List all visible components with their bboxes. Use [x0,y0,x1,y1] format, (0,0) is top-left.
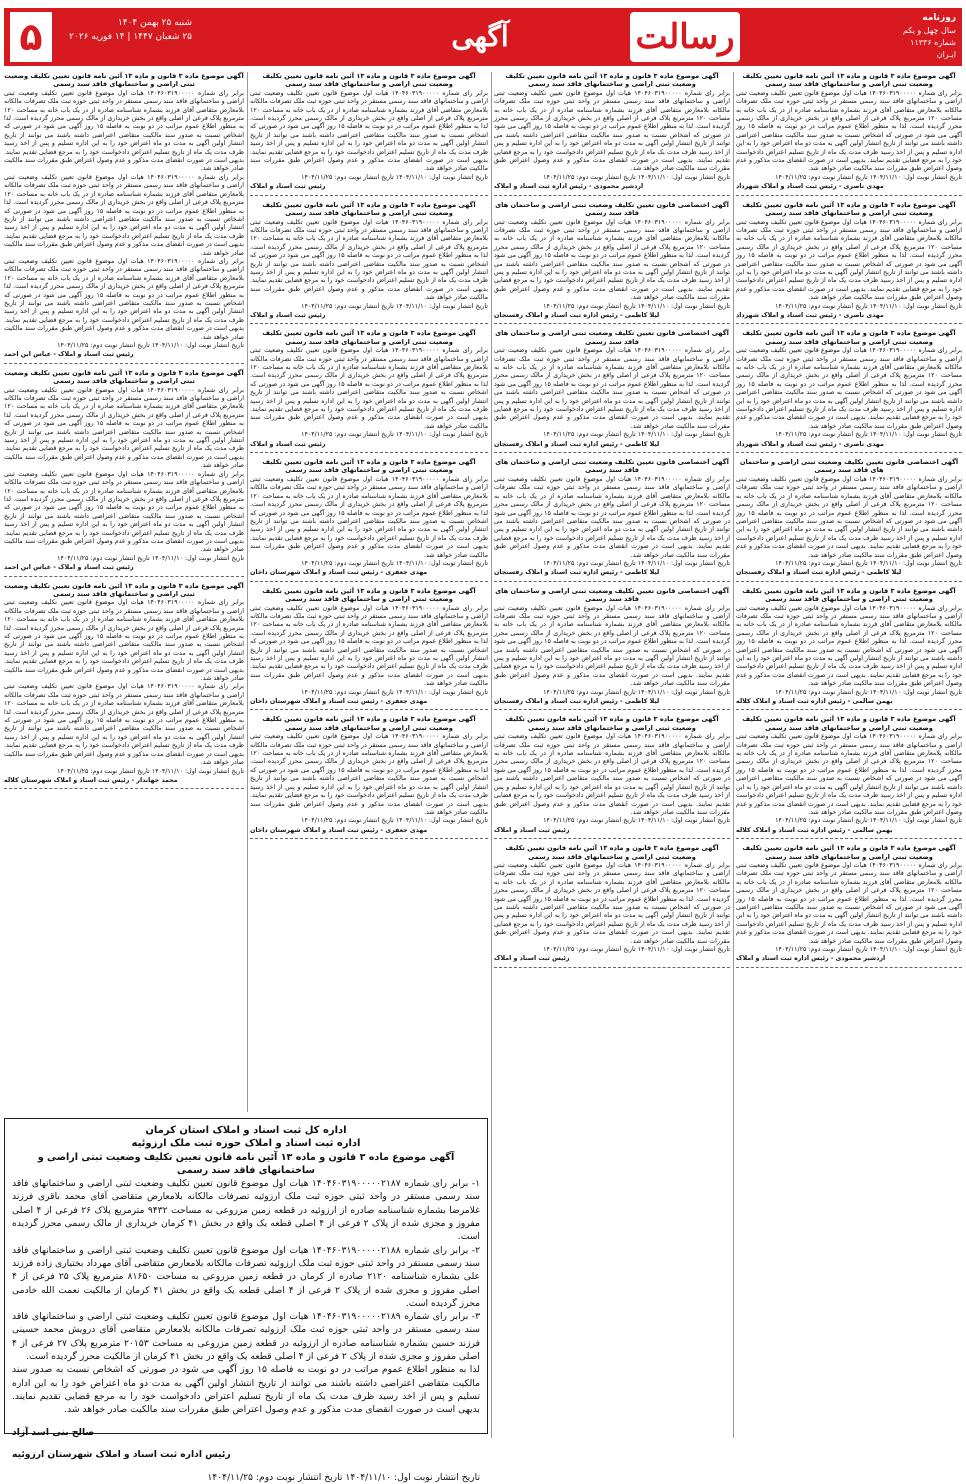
notice-title: آگهی موضوع ماده ۳ قانون و ماده ۱۳ آئین نامه قانون تعیین تکلیف وضعیت ثبتی اراضی و ساختمانهای فاقد سند رسمی [262,329,476,346]
notice-signature: لیلا کاظمی - رئیس اداره ثبت اسناد و املاک رفسنجان [494,311,660,319]
notice-signature: بهمن سالمی - رئیس اداره ثبت اسناد و املاک کلاله [736,698,893,706]
notice-title: آگهی موضوع ماده ۳ قانون و ماده ۱۳ آئین نامه قانون تعیین تکلیف وضعیت ثبتی اراضی و ساختمانهای فاقد سند رسمی [262,715,476,732]
notice-title: آگهی موضوع ماده ۳ قانون و ماده ۱۳ آئین نامه قانون تعیین تکلیف وضعیت ثبتی اراضی و ساختمانهای فاقد سند رسمی [262,72,476,89]
notice-dates: تاریخ انتشار نوبت اول: ۱۴۰۴/۱۱/۱۰ تاریخ انتشار نوبت دوم: ۱۴۰۴/۱۱/۲۵ [775,431,962,439]
column-4 [4,72,244,1112]
legal-notice [494,201,730,325]
notice-title: آگهی موضوع ماده ۳ قانون و ماده ۱۳ آئین نامه قانون تعیین تکلیف وضعیت ثبتی اراضی و ساختمانهای فاقد سند رسمی [742,844,956,861]
notice-body: برابر رای شماره ۱۴۰۴۶۰۳۱۹۰۰۰۰۰ هیات اول موضوع قانون تعیین تکلیف وضعیت ثبتی اراضی و ساختمانهای فاقد سند رسمی مستقر در واحد ثبتی حوزه ثبت ملک تصرفات مالکانه بلامعارض متقاضی آقای فرزند بشماره شناسنامه صادره از در یک باب خانه به مساحت ۱۲۰ مترمربع پلاک فرعی از اصلی واقع در بخش خریداری از مالک رسمی محرز گردیده است. لذا به منظور اطلاع عموم مراتب در دو نوبت به فاصله ۱۵ روز آگهی می شود در صورتی که اشخاص نسبت به صدور سند مالکیت متقاضی اعتراضی داشته باشند می توانند از تاریخ انتشار اولین آگهی به مدت دو ماه اعتراض خود را به این اداره تسلیم و پس از اخذ رسید ظرف مدت یک ماه از تاریخ تسلیم اعتراض دادخواست خود را به مرجع قضایی تقدیم نمایند. بدیهی است در صورت انقضای مدت مذکور و عدم وصول اعتراض طبق مقررات سند مالکیت صادر خواهد شد. [250,218,488,302]
column-1 [736,72,962,1438]
notice-dates: تاریخ انتشار نوبت اول: ۱۴۰۴/۱۱/۱۰ تاریخ انتشار نوبت دوم: ۱۴۰۴/۱۱/۲۵ [775,173,962,181]
notice-dates: تاریخ انتشار نوبت اول: ۱۴۰۴/۱۱/۱۰ تاریخ انتشار نوبت دوم: ۱۴۰۴/۱۱/۲۵ [301,431,488,439]
notice-signature: اردشیر محمودی - رئیس اداره ثبت اسناد و املاک [736,955,886,963]
legal-notice [250,458,488,582]
box-item-3: ۳- برابر رای شماره ۱۴۰۴۶۰۳۱۹۰۰۰۰۰۲۱۸۹ هیات اول موضوع قانون تعیین تکلیف وضعیت ثبتی اراضی و ساختمانهای فاقد سند رسمی مستقر در واحد ثبتی حوزه ثبت ملک ارزوئیه تصرفات مالکانه بلامعارض متقاضی آقای درویش محمد حسینی فرزند حسین بشماره شناسنامه صادره از ارزوئیه در قطعه زمین مزروعی به مساحت ۲۰۱۵۳ مترمربع پلاک ۲۷ فرعی از ۴ اصلی مفروز و مجزی شده از پلاک ۲ فرعی از ۴ اصلی قطعه یک واقع در بخش ۴۱ کرمان از مالکیت محرز گردیده است. [12,1311,480,1363]
date-persian: شنبه ۲۵ بهمن ۱۴۰۴ [117,18,192,28]
legal-notice [494,715,730,839]
legal-notice [250,72,488,196]
notice-title: آگهی اختصاصی قانون تعیین تکلیف وضعیت ثبتی اراضی و ساختمان های فاقد سند رسمی [495,458,729,475]
notice-signature: مهدی جعفری - رئیس ثبت اسناد و املاک شهرستان داخان [250,826,428,834]
masthead-info [766,12,956,62]
notice-title: آگهی موضوع ماده ۳ قانون و ماده ۱۳ آئین نامه قانون تعیین تکلیف وضعیت ثبتی اراضی و ساختمانهای فاقد سند رسمی [742,329,956,346]
notice-body: برابر رای شماره ۱۴۰۴۶۰۳۱۹۰۰۰۰۰ هیات اول موضوع قانون تعیین تکلیف وضعیت ثبتی اراضی و ساختمانهای فاقد سند رسمی مستقر در واحد ثبتی حوزه ثبت ملک تصرفات مالکانه بلامعارض متقاضی آقای فرزند بشماره شناسنامه صادره از در یک باب خانه به مساحت ۱۲۰ مترمربع پلاک فرعی از اصلی واقع در بخش خریداری از مالک رسمی محرز گردیده است. لذا به منظور اطلاع عموم مراتب در دو نوبت به فاصله ۱۵ روز آگهی می شود در صورتی که اشخاص نسبت به صدور سند مالکیت متقاضی اعتراضی داشته باشند می توانند از تاریخ انتشار اولین آگهی به مدت دو ماه اعتراض خود را به این اداره تسلیم و پس از اخذ رسید ظرف مدت یک ماه از تاریخ تسلیم اعتراض دادخواست خود را به مرجع قضایی تقدیم نمایند. بدیهی است در صورت انقضای مدت مذکور و عدم وصول اعتراض طبق مقررات سند مالکیت صادر خواهد شد. [736,347,962,430]
notice-title: آگهی موضوع ماده ۳ قانون و ماده ۱۳ آئین نامه قانون تعیین تکلیف وضعیت ثبتی اراضی و ساختمانهای فاقد سند رسمی [262,458,476,475]
notice-title: آگهی موضوع ماده ۳ قانون و ماده ۱۳ آئین نامه قانون تعیین تکلیف وضعیت ثبتی اراضی و ساختمانهای فاقد سند رسمی [505,715,719,732]
notice-dates: تاریخ انتشار نوبت اول: ۱۴۰۴/۱۱/۱۰ تاریخ انتشار نوبت دوم: ۱۴۰۴/۱۱/۲۵ [775,688,962,696]
notice-dates: تاریخ انتشار نوبت اول: ۱۴۰۴/۱۱/۱۰ تاریخ انتشار نوبت دوم: ۱۴۰۴/۱۱/۲۵ [543,431,730,439]
notice-dates: تاریخ انتشار نوبت اول: ۱۴۰۴/۱۱/۱۰ تاریخ انتشار نوبت دوم: ۱۴۰۴/۱۱/۲۵ [543,559,730,567]
notice-dates: تاریخ انتشار نوبت اول: ۱۴۰۴/۱۱/۱۰ تاریخ انتشار نوبت دوم: ۱۴۰۴/۱۱/۲۵ [301,559,488,567]
legal-notice [736,587,962,711]
notice-body: برابر رای شماره ۱۴۰۴۶۰۳۱۹۰۰۰۰۰ هیات اول موضوع قانون تعیین تکلیف وضعیت ثبتی اراضی و ساختمانهای فاقد سند رسمی مستقر در واحد ثبتی حوزه ثبت ملک تصرفات مالکانه بلامعارض متقاضی آقای فرزند بشماره شناسنامه صادره از در یک باب خانه به مساحت ۱۲۰ مترمربع پلاک فرعی از اصلی واقع در بخش خریداری از مالک رسمی محرز گردیده است. لذا به منظور اطلاع عموم مراتب در دو نوبت به فاصله ۱۵ روز آگهی می شود در صورتی که اشخاص نسبت به صدور سند مالکیت متقاضی اعتراضی داشته باشند می توانند از تاریخ انتشار اولین آگهی به مدت دو ماه اعتراض خود را به این اداره تسلیم و پس از اخذ رسید ظرف مدت یک ماه از تاریخ تسلیم اعتراض دادخواست خود را به مرجع قضایی تقدیم نمایند. بدیهی است در صورت انقضای مدت مذکور و عدم وصول اعتراض طبق مقررات سند مالکیت صادر خواهد شد. [4,173,244,257]
box-signatory: صالح بنی اسد آزاد [12,1426,95,1438]
notice-body: برابر رای شماره ۱۴۰۴۶۰۳۱۹۰۰۰۰۰ هیات اول موضوع قانون تعیین تکلیف وضعیت ثبتی اراضی و ساختمانهای فاقد سند رسمی مستقر در واحد ثبتی حوزه ثبت ملک تصرفات مالکانه بلامعارض متقاضی آقای فرزند بشماره شناسنامه صادره از در یک باب خانه به مساحت ۱۲۰ مترمربع پلاک فرعی از اصلی واقع در بخش خریداری از مالک رسمی محرز گردیده است. لذا به منظور اطلاع عموم مراتب در دو نوبت به فاصله ۱۵ روز آگهی می شود در صورتی که اشخاص نسبت به صدور سند مالکیت متقاضی اعتراضی داشته باشند می توانند از تاریخ انتشار اولین آگهی به مدت دو ماه اعتراض خود را به این اداره تسلیم و پس از اخذ رسید ظرف مدت یک ماه از تاریخ تسلیم اعتراض دادخواست خود را به مرجع قضایی تقدیم نمایند. بدیهی است در صورت انقضای مدت مذکور و عدم وصول اعتراض طبق مقررات سند مالکیت صادر خواهد شد. [250,347,488,430]
notice-body: برابر رای شماره ۱۴۰۴۶۰۳۱۹۰۰۰۰۰ هیات اول موضوع قانون تعیین تکلیف وضعیت ثبتی اراضی و ساختمانهای فاقد سند رسمی مستقر در واحد ثبتی حوزه ثبت ملک تصرفات مالکانه بلامعارض متقاضی آقای فرزند بشماره شناسنامه صادره از در یک باب خانه به مساحت ۱۲۰ مترمربع پلاک فرعی از اصلی واقع در بخش خریداری از مالک رسمی محرز گردیده است. لذا به منظور اطلاع عموم مراتب در دو نوبت به فاصله ۱۵ روز آگهی می شود در صورتی که اشخاص نسبت به صدور سند مالکیت متقاضی اعتراضی داشته باشند می توانند از تاریخ انتشار اولین آگهی به مدت دو ماه اعتراض خود را به این اداره تسلیم و پس از اخذ رسید ظرف مدت یک ماه از تاریخ تسلیم اعتراض دادخواست خود را به مرجع قضایی تقدیم نمایند. بدیهی است در صورت انقضای مدت مذکور و عدم وصول اعتراض طبق مقررات سند مالکیت صادر خواهد شد. [736,475,962,559]
legal-notice [494,844,730,968]
notice-signature: لیلا کاظمی - رئیس اداره ثبت اسناد و املاک رفسنجان [736,569,902,577]
notice-dates: تاریخ انتشار نوبت اول: ۱۴۰۴/۱۱/۱۰ تاریخ انتشار نوبت دوم: ۱۴۰۴/۱۱/۲۵ [301,817,488,825]
box-signatory-title: رئیس اداره ثبت اسناد و املاک شهرستان ارزوئیه [12,1449,231,1461]
notice-title: آگهی موضوع ماده ۳ قانون و ماده ۱۳ آئین نامه قانون تعیین تکلیف وضعیت ثبتی اراضی و ساختمانهای فاقد سند رسمی [742,715,956,732]
notice-dates: تاریخ انتشار نوبت اول: ۱۴۰۴/۱۱/۱۰ تاریخ انتشار نوبت دوم: ۱۴۰۴/۱۱/۲۵ [301,688,488,696]
legal-notice [250,329,488,453]
notice-signature: رئیس ثبت اسناد و املاک [250,311,326,319]
notice-body: برابر رای شماره ۱۴۰۴۶۰۳۱۹۰۰۰۰۰ هیات اول موضوع قانون تعیین تکلیف وضعیت ثبتی اراضی و ساختمانهای فاقد سند رسمی مستقر در واحد ثبتی حوزه ثبت ملک تصرفات مالکانه بلامعارض متقاضی آقای فرزند بشماره شناسنامه صادره از در یک باب خانه به مساحت ۱۲۰ مترمربع پلاک فرعی از اصلی واقع در بخش خریداری از مالک رسمی محرز گردیده است. لذا به منظور اطلاع عموم مراتب در دو نوبت به فاصله ۱۵ روز آگهی می شود در صورتی که اشخاص نسبت به صدور سند مالکیت متقاضی اعتراضی داشته باشند می توانند از تاریخ انتشار اولین آگهی به مدت دو ماه اعتراض خود را به این اداره تسلیم و پس از اخذ رسید ظرف مدت یک ماه از تاریخ تسلیم اعتراض دادخواست خود را به مرجع قضایی تقدیم نمایند. بدیهی است در صورت انقضای مدت مذکور و عدم وصول اعتراض طبق مقررات سند مالکیت صادر خواهد شد. [4,599,244,683]
legal-notice [4,369,244,577]
notice-signature: لیلا کاظمی - رئیس اداره ثبت اسناد و املاک رفسنجان [494,698,660,706]
box-heading-3: آگهی موضوع ماده ۳ قانون و ماده ۱۳ آئین نامه قانون تعیین تکلیف وضعیت ثبتی اراضی و ساختمانهای فاقد سند رسمی [37,1151,455,1176]
notice-dates: تاریخ انتشار نوبت اول: ۱۴۰۴/۱۱/۱۰ تاریخ انتشار نوبت دوم: ۱۴۰۴/۱۱/۲۵ [57,342,244,349]
notice-title: آگهی اختصاصی قانون تعیین تکلیف وضعیت ثبتی اراضی و ساختمان های فاقد سند رسمی [495,200,729,218]
notice-signature: مهدی جعفری - رئیس ثبت اسناد و املاک شهرستان داخان [250,569,428,577]
notice-body: برابر رای شماره ۱۴۰۴۶۰۳۱۹۰۰۰۰۰ هیات اول موضوع قانون تعیین تکلیف وضعیت ثبتی اراضی و ساختمانهای فاقد سند رسمی مستقر در واحد ثبتی حوزه ثبت ملک تصرفات مالکانه بلامعارض متقاضی آقای فرزند بشماره شناسنامه صادره از در یک باب خانه به مساحت ۱۲۰ مترمربع پلاک فرعی از اصلی واقع در بخش خریداری از مالک رسمی محرز گردیده است. لذا به منظور اطلاع عموم مراتب در دو نوبت به فاصله ۱۵ روز آگهی می شود در صورتی که اشخاص نسبت به صدور سند مالکیت متقاضی اعتراضی داشته باشند می توانند از تاریخ انتشار اولین آگهی به مدت دو ماه اعتراض خود را به این اداره تسلیم و پس از اخذ رسید ظرف مدت یک ماه از تاریخ تسلیم اعتراض دادخواست خود را به مرجع قضایی تقدیم نمایند. بدیهی است در صورت انقضای مدت مذکور و عدم وصول اعتراض طبق مقررات سند مالکیت صادر خواهد شد. [736,861,962,945]
notice-body: برابر رای شماره ۱۴۰۴۶۰۳۱۹۰۰۰۰۰ هیات اول موضوع قانون تعیین تکلیف وضعیت ثبتی اراضی و ساختمانهای فاقد سند رسمی مستقر در واحد ثبتی حوزه ثبت ملک تصرفات مالکانه بلامعارض متقاضی آقای فرزند بشماره شناسنامه صادره از در یک باب خانه به مساحت ۱۲۰ مترمربع پلاک فرعی از اصلی واقع در بخش خریداری از مالک رسمی محرز گردیده است. لذا به منظور اطلاع عموم مراتب در دو نوبت به فاصله ۱۵ روز آگهی می شود در صورتی که اشخاص نسبت به صدور سند مالکیت متقاضی اعتراضی داشته باشند می توانند از تاریخ انتشار اولین آگهی به مدت دو ماه اعتراض خود را به این اداره تسلیم و پس از اخذ رسید ظرف مدت یک ماه از تاریخ تسلیم اعتراض دادخواست خود را به مرجع قضایی تقدیم نمایند. بدیهی است در صورت انقضای مدت مذکور و عدم وصول اعتراض طبق مقررات سند مالکیت صادر خواهد شد. [250,733,488,816]
notice-title: آگهی موضوع ماده ۳ قانون و ماده ۱۳ آئین نامه قانون تعیین تکلیف وضعیت ثبتی اراضی و ساختمانهای فاقد سند رسمی [4,368,244,386]
notice-dates: تاریخ انتشار نوبت اول: ۱۴۰۴/۱۱/۱۰ تاریخ انتشار نوبت دوم: ۱۴۰۴/۱۱/۲۵ [301,302,488,310]
section-title: آگهی [451,20,509,53]
notice-body: برابر رای شماره ۱۴۰۴۶۰۳۱۹۰۰۰۰۰ هیات اول موضوع قانون تعیین تکلیف وضعیت ثبتی اراضی و ساختمانهای فاقد سند رسمی مستقر در واحد ثبتی حوزه ثبت ملک تصرفات مالکانه بلامعارض متقاضی آقای فرزند بشماره شناسنامه صادره از در یک باب خانه به مساحت ۱۲۰ مترمربع پلاک فرعی از اصلی واقع در بخش خریداری از مالک رسمی محرز گردیده است. لذا به منظور اطلاع عموم مراتب در دو نوبت به فاصله ۱۵ روز آگهی می شود در صورتی که اشخاص نسبت به صدور سند مالکیت متقاضی اعتراضی داشته باشند می توانند از تاریخ انتشار اولین آگهی به مدت دو ماه اعتراض خود را به این اداره تسلیم و پس از اخذ رسید ظرف مدت یک ماه از تاریخ تسلیم اعتراض دادخواست خود را به مرجع قضایی تقدیم نمایند. بدیهی است در صورت انقضای مدت مذکور و عدم وصول اعتراض طبق مقررات سند مالکیت صادر خواهد شد. [736,604,962,688]
notice-signature: رئیس ثبت اسناد و املاک [250,440,326,448]
box-item-1: ۱- برابر رای شماره ۱۴۰۴۶۰۳۱۹۰۰۰۰۰۲۱۸۷ هیات اول موضوع قانون تعیین تکلیف وضعیت ثبتی اراضی و ساختمانهای فاقد سند رسمی مستقر در واحد ثبتی حوزه ثبت ملک ارزوئیه تصرفات مالکانه بلامعارض متقاضی آقای محمد باقری فرزند غلامرضا بشماره شناسنامه صادره از ارزوئیه در قطعه زمین مزروعی به مساحت ۹۴۳۲ مترمربع پلاک ۲۶ فرعی از ۴ اصلی مفروز و مجزی شده از پلاک ۲ فرعی از ۴ اصلی قطعه یک واقع در بخش ۴۱ کرمان خریداری از مالک رسمی محرز گردیده است. [12,1178,480,1243]
notice-signature: مهدی ناصری - رئیس ثبت اسناد و املاک شهرداد [736,311,884,319]
notice-dates: تاریخ انتشار نوبت اول: ۱۴۰۴/۱۱/۱۰ تاریخ انتشار نوبت دوم: ۱۴۰۴/۱۱/۲۵ [57,554,244,562]
notice-signature: محمد جهاندار - رئیس ثبت اسناد و املاک شهرستان کلاله [4,776,178,784]
notice-signature: رئیس ثبت اسناد و املاک [250,183,326,191]
legal-notice [736,844,962,968]
boxed-notice-arzuiyeh [4,1118,488,1483]
legal-notice [494,329,730,453]
column-3 [250,72,488,1112]
notice-body: برابر رای شماره ۱۴۰۴۶۰۳۱۹۰۰۰۰۰ هیات اول موضوع قانون تعیین تکلیف وضعیت ثبتی اراضی و ساختمانهای فاقد سند رسمی مستقر در واحد ثبتی حوزه ثبت ملک تصرفات مالکانه بلامعارض متقاضی آقای فرزند بشماره شناسنامه صادره از در یک باب خانه به مساحت ۱۲۰ مترمربع پلاک فرعی از اصلی واقع در بخش خریداری از مالک رسمی محرز گردیده است. لذا به منظور اطلاع عموم مراتب در دو نوبت به فاصله ۱۵ روز آگهی می شود در صورتی که اشخاص نسبت به صدور سند مالکیت متقاضی اعتراضی داشته باشند می توانند از تاریخ انتشار اولین آگهی به مدت دو ماه اعتراض خود را به این اداره تسلیم و پس از اخذ رسید ظرف مدت یک ماه از تاریخ تسلیم اعتراض دادخواست خود را به مرجع قضایی تقدیم نمایند. بدیهی است در صورت انقضای مدت مذکور و عدم وصول اعتراض طبق مقررات سند مالکیت صادر خواهد شد. [250,89,488,173]
legal-notice [494,587,730,711]
date-hijri-gregorian: ۲۵ شعبان ۱۴۴۷ | ۱۴ فوریه ۲۰۲۶ [69,32,192,42]
notice-title: آگهی موضوع ماده ۳ قانون و ماده ۱۳ آئین نامه قانون تعیین تکلیف وضعیت ثبتی اراضی و ساختمانهای فاقد سند رسمی [505,844,719,861]
notice-title: آگهی موضوع ماده ۳ قانون و ماده ۱۳ آئین نامه قانون تعیین تکلیف وضعیت ثبتی اراضی و ساختمانهای فاقد سند رسمی [4,581,244,598]
box-heading-2: اداره ثبت اسناد و املاک حوزه ثبت ملک ارزوئیه [131,1138,361,1150]
legal-notice [4,582,244,790]
notice-signature: مهدی جعفری - رئیس ثبت اسناد و املاک شهرستان داخان [250,698,428,706]
notice-body: برابر رای شماره ۱۴۰۴۶۰۳۱۹۰۰۰۰۰ هیات اول موضوع قانون تعیین تکلیف وضعیت ثبتی اراضی و ساختمانهای فاقد سند رسمی مستقر در واحد ثبتی حوزه ثبت ملک تصرفات مالکانه بلامعارض متقاضی آقای فرزند بشماره شناسنامه صادره از در یک باب خانه به مساحت ۱۲۰ مترمربع پلاک فرعی از اصلی واقع در بخش خریداری از مالک رسمی محرز گردیده است. لذا به منظور اطلاع عموم مراتب در دو نوبت به فاصله ۱۵ روز آگهی می شود در صورتی که اشخاص نسبت به صدور سند مالکیت متقاضی اعتراضی داشته باشند می توانند از تاریخ انتشار اولین آگهی به مدت دو ماه اعتراض خود را به این اداره تسلیم و پس از اخذ رسید ظرف مدت یک ماه از تاریخ تسلیم اعتراض دادخواست خود را به مرجع قضایی تقدیم نمایند. بدیهی است در صورت انقضای مدت مذکور و عدم وصول اعتراض طبق مقررات سند مالکیت صادر خواهد شد. [4,89,244,173]
notice-title: آگهی موضوع ماده ۳ قانون و ماده ۱۳ آئین نامه قانون تعیین تکلیف وضعیت ثبتی اراضی و ساختمانهای فاقد سند رسمی [505,72,719,89]
notice-signature: رئیس ثبت اسناد و املاک [494,826,570,834]
notice-body: برابر رای شماره ۱۴۰۴۶۰۳۱۹۰۰۰۰۰ هیات اول موضوع قانون تعیین تکلیف وضعیت ثبتی اراضی و ساختمانهای فاقد سند رسمی مستقر در واحد ثبتی حوزه ثبت ملک تصرفات مالکانه بلامعارض متقاضی آقای فرزند بشماره شناسنامه صادره از در یک باب خانه به مساحت ۱۲۰ مترمربع پلاک فرعی از اصلی واقع در بخش خریداری از مالک رسمی محرز گردیده است. لذا به منظور اطلاع عموم مراتب در دو نوبت به فاصله ۱۵ روز آگهی می شود در صورتی که اشخاص نسبت به صدور سند مالکیت متقاضی اعتراضی داشته باشند می توانند از تاریخ انتشار اولین آگهی به مدت دو ماه اعتراض خود را به این اداره تسلیم و پس از اخذ رسید ظرف مدت یک ماه از تاریخ تسلیم اعتراض دادخواست خود را به مرجع قضایی تقدیم نمایند. بدیهی است در صورت انقضای مدت مذکور و عدم وصول اعتراض طبق مقررات سند مالکیت صادر خواهد شد. [250,475,488,559]
notice-title: آگهی اختصاصی قانون تعیین تکلیف وضعیت ثبتی اراضی و ساختمان های فاقد سند رسمی [739,458,959,475]
legal-notice [4,72,244,364]
notice-dates: تاریخ انتشار نوبت اول: ۱۴۰۴/۱۱/۱۰ تاریخ انتشار نوبت دوم: ۱۴۰۴/۱۱/۲۵ [301,173,488,181]
notice-signature: مهدی ناصری - رئیس ثبت اسناد و املاک شهرداد [736,183,884,191]
notice-dates: تاریخ انتشار نوبت اول: ۱۴۰۴/۱۱/۱۰ تاریخ انتشار نوبت دوم: ۱۴۰۴/۱۱/۲۵ [775,302,962,310]
legal-notice [736,329,962,453]
box-dates: تاریخ انتشار نوبت اول: ۱۴۰۴/۱۱/۱۰ تاریخ انتشار نوبت دوم: ۱۴۰۴/۱۱/۲۵ [207,1471,480,1483]
notice-title: آگهی موضوع ماده ۳ قانون و ماده ۱۳ آئین نامه قانون تعیین تکلیف وضعیت ثبتی اراضی و ساختمانهای فاقد سند رسمی [742,200,956,218]
column-rule [491,72,492,1438]
issue-number: شماره ۱۱۳۳۶ [910,38,956,47]
legal-notice [494,72,730,196]
notice-body: برابر رای شماره ۱۴۰۴۶۰۳۱۹۰۰۰۰۰ هیات اول موضوع قانون تعیین تکلیف وضعیت ثبتی اراضی و ساختمانهای فاقد سند رسمی مستقر در واحد ثبتی حوزه ثبت ملک تصرفات مالکانه بلامعارض متقاضی آقای فرزند بشماره شناسنامه صادره از در یک باب خانه به مساحت ۱۲۰ مترمربع پلاک فرعی از اصلی واقع در بخش خریداری از مالک رسمی محرز گردیده است. لذا به منظور اطلاع عموم مراتب در دو نوبت به فاصله ۱۵ روز آگهی می شود در صورتی که اشخاص نسبت به صدور سند مالکیت متقاضی اعتراضی داشته باشند می توانند از تاریخ انتشار اولین آگهی به مدت دو ماه اعتراض خود را به این اداره تسلیم و پس از اخذ رسید ظرف مدت یک ماه از تاریخ تسلیم اعتراض دادخواست خود را به مرجع قضایی تقدیم نمایند. بدیهی است در صورت انقضای مدت مذکور و عدم وصول اعتراض طبق مقررات سند مالکیت صادر خواهد شد. [736,733,962,816]
masthead-date-block [10,12,190,62]
newspaper-label: روزنامه [922,13,956,23]
column-2 [494,72,730,1438]
newspaper-logo [630,12,740,62]
legal-notice [736,458,962,582]
notice-body: برابر رای شماره ۱۴۰۴۶۰۳۱۹۰۰۰۰۰ هیات اول موضوع قانون تعیین تکلیف وضعیت ثبتی اراضی و ساختمانهای فاقد سند رسمی مستقر در واحد ثبتی حوزه ثبت ملک تصرفات مالکانه بلامعارض متقاضی آقای فرزند بشماره شناسنامه صادره از در یک باب خانه به مساحت ۱۲۰ مترمربع پلاک فرعی از اصلی واقع در بخش خریداری از مالک رسمی محرز گردیده است. لذا به منظور اطلاع عموم مراتب در دو نوبت به فاصله ۱۵ روز آگهی می شود در صورتی که اشخاص نسبت به صدور سند مالکیت متقاضی اعتراضی داشته باشند می توانند از تاریخ انتشار اولین آگهی به مدت دو ماه اعتراض خود را به این اداره تسلیم و پس از اخذ رسید ظرف مدت یک ماه از تاریخ تسلیم اعتراض دادخواست خود را به مرجع قضایی تقدیم نمایند. بدیهی است در صورت انقضای مدت مذکور و عدم وصول اعتراض طبق مقررات سند مالکیت صادر خواهد شد. [494,347,730,430]
notice-body: برابر رای شماره ۱۴۰۴۶۰۳۱۹۰۰۰۰۰ هیات اول موضوع قانون تعیین تکلیف وضعیت ثبتی اراضی و ساختمانهای فاقد سند رسمی مستقر در واحد ثبتی حوزه ثبت ملک تصرفات مالکانه بلامعارض متقاضی آقای فرزند بشماره شناسنامه صادره از در یک باب خانه به مساحت ۱۲۰ مترمربع پلاک فرعی از اصلی واقع در بخش خریداری از مالک رسمی محرز گردیده است. لذا به منظور اطلاع عموم مراتب در دو نوبت به فاصله ۱۵ روز آگهی می شود در صورتی که اشخاص نسبت به صدور سند مالکیت متقاضی اعتراضی داشته باشند می توانند از تاریخ انتشار اولین آگهی به مدت دو ماه اعتراض خود را به این اداره تسلیم و پس از اخذ رسید ظرف مدت یک ماه از تاریخ تسلیم اعتراض دادخواست خود را به مرجع قضایی تقدیم نمایند. بدیهی است در صورت انقضای مدت مذکور و عدم وصول اعتراض طبق مقررات سند مالکیت صادر خواهد شد. [494,475,730,559]
notice-body: برابر رای شماره ۱۴۰۴۶۰۳۱۹۰۰۰۰۰ هیات اول موضوع قانون تعیین تکلیف وضعیت ثبتی اراضی و ساختمانهای فاقد سند رسمی مستقر در واحد ثبتی حوزه ثبت ملک تصرفات مالکانه بلامعارض متقاضی آقای فرزند بشماره شناسنامه صادره از در یک باب خانه به مساحت ۱۲۰ مترمربع پلاک فرعی از اصلی واقع در بخش خریداری از مالک رسمی محرز گردیده است. لذا به منظور اطلاع عموم مراتب در دو نوبت به فاصله ۱۵ روز آگهی می شود در صورتی که اشخاص نسبت به صدور سند مالکیت متقاضی اعتراضی داشته باشند می توانند از تاریخ انتشار اولین آگهی به مدت دو ماه اعتراض خود را به این اداره تسلیم و پس از اخذ رسید ظرف مدت یک ماه از تاریخ تسلیم اعتراض دادخواست خود را به مرجع قضایی تقدیم نمایند. بدیهی است در صورت انقضای مدت مذکور و عدم وصول اعتراض طبق مقررات سند مالکیت صادر خواهد شد. [4,257,244,341]
notice-title: آگهی اختصاصی قانون تعیین تکلیف وضعیت ثبتی اراضی و ساختمان های فاقد سند رسمی [495,586,729,604]
box-heading-1: اداره کل ثبت اسناد و املاک استان کرمان [145,1125,347,1136]
notice-body: برابر رای شماره ۱۴۰۴۶۰۳۱۹۰۰۰۰۰ هیات اول موضوع قانون تعیین تکلیف وضعیت ثبتی اراضی و ساختمانهای فاقد سند رسمی مستقر در واحد ثبتی حوزه ثبت ملک تصرفات مالکانه بلامعارض متقاضی آقای فرزند بشماره شناسنامه صادره از در یک باب خانه به مساحت ۱۲۰ مترمربع پلاک فرعی از اصلی واقع در بخش خریداری از مالک رسمی محرز گردیده است. لذا به منظور اطلاع عموم مراتب در دو نوبت به فاصله ۱۵ روز آگهی می شود در صورتی که اشخاص نسبت به صدور سند مالکیت متقاضی اعتراضی داشته باشند می توانند از تاریخ انتشار اولین آگهی به مدت دو ماه اعتراض خود را به این اداره تسلیم و پس از اخذ رسید ظرف مدت یک ماه از تاریخ تسلیم اعتراض دادخواست خود را به مرجع قضایی تقدیم نمایند. بدیهی است در صورت انقضای مدت مذکور و عدم وصول اعتراض طبق مقررات سند مالکیت صادر خواهد شد. [4,470,244,554]
notice-dates: تاریخ انتشار نوبت اول: ۱۴۰۴/۱۱/۱۰ تاریخ انتشار نوبت دوم: ۱۴۰۴/۱۱/۲۵ [775,817,962,825]
notice-body: برابر رای شماره ۱۴۰۴۶۰۳۱۹۰۰۰۰۰ هیات اول موضوع قانون تعیین تکلیف وضعیت ثبتی اراضی و ساختمانهای فاقد سند رسمی مستقر در واحد ثبتی حوزه ثبت ملک تصرفات مالکانه بلامعارض متقاضی آقای فرزند بشماره شناسنامه صادره از در یک باب خانه به مساحت ۱۲۰ مترمربع پلاک فرعی از اصلی واقع در بخش خریداری از مالک رسمی محرز گردیده است. لذا به منظور اطلاع عموم مراتب در دو نوبت به فاصله ۱۵ روز آگهی می شود در صورتی که اشخاص نسبت به صدور سند مالکیت متقاضی اعتراضی داشته باشند می توانند از تاریخ انتشار اولین آگهی به مدت دو ماه اعتراض خود را به این اداره تسلیم و پس از اخذ رسید ظرف مدت یک ماه از تاریخ تسلیم اعتراض دادخواست خود را به مرجع قضایی تقدیم نمایند. بدیهی است در صورت انقضای مدت مذکور و عدم وصول اعتراض طبق مقررات سند مالکیت صادر خواهد شد. [250,604,488,688]
notice-signature: بهمن سالمی - رئیس اداره ثبت اسناد و املاک کلاله [736,826,893,834]
notice-signature: لیلا کاظمی - رئیس اداره ثبت اسناد و املاک رفسنجان [494,440,660,448]
notice-signature: اردشیر محمودی - رئیس اداره ثبت اسناد و املاک [494,183,644,191]
notice-dates: تاریخ انتشار نوبت اول: ۱۴۰۴/۱۱/۱۰ تاریخ انتشار نوبت دوم: ۱۴۰۴/۱۱/۲۵ [543,688,730,696]
notice-title: آگهی موضوع ماده ۳ قانون و ماده ۱۳ آئین نامه قانون تعیین تکلیف وضعیت ثبتی اراضی و ساختمانهای فاقد سند رسمی [262,200,476,218]
legal-notice [494,458,730,582]
legal-notice [250,201,488,325]
logo-text: رسالت [635,17,735,57]
notice-dates: تاریخ انتشار نوبت اول: ۱۴۰۴/۱۱/۱۰ تاریخ انتشار نوبت دوم: ۱۴۰۴/۱۱/۲۵ [57,767,244,775]
notice-signature: رئیس ثبت اسناد و املاک - عباس ابن احمد [4,351,134,359]
notice-body: برابر رای شماره ۱۴۰۴۶۰۳۱۹۰۰۰۰۰ هیات اول موضوع قانون تعیین تکلیف وضعیت ثبتی اراضی و ساختمانهای فاقد سند رسمی مستقر در واحد ثبتی حوزه ثبت ملک تصرفات مالکانه بلامعارض متقاضی آقای فرزند بشماره شناسنامه صادره از در یک باب خانه به مساحت ۱۲۰ مترمربع پلاک فرعی از اصلی واقع در بخش خریداری از مالک رسمی محرز گردیده است. لذا به منظور اطلاع عموم مراتب در دو نوبت به فاصله ۱۵ روز آگهی می شود در صورتی که اشخاص نسبت به صدور سند مالکیت متقاضی اعتراضی داشته باشند می توانند از تاریخ انتشار اولین آگهی به مدت دو ماه اعتراض خود را به این اداره تسلیم و پس از اخذ رسید ظرف مدت یک ماه از تاریخ تسلیم اعتراض دادخواست خود را به مرجع قضایی تقدیم نمایند. بدیهی است در صورت انقضای مدت مذکور و عدم وصول اعتراض طبق مقررات سند مالکیت صادر خواهد شد. [494,604,730,688]
region-label: ایـران [936,50,956,59]
notice-dates: تاریخ انتشار نوبت اول: ۱۴۰۴/۱۱/۱۰ تاریخ انتشار نوبت دوم: ۱۴۰۴/۱۱/۲۵ [543,302,730,310]
notice-body: برابر رای شماره ۱۴۰۴۶۰۳۱۹۰۰۰۰۰ هیات اول موضوع قانون تعیین تکلیف وضعیت ثبتی اراضی و ساختمانهای فاقد سند رسمی مستقر در واحد ثبتی حوزه ثبت ملک تصرفات مالکانه بلامعارض متقاضی آقای فرزند بشماره شناسنامه صادره از در یک باب خانه به مساحت ۱۲۰ مترمربع پلاک فرعی از اصلی واقع در بخش خریداری از مالک رسمی محرز گردیده است. لذا به منظور اطلاع عموم مراتب در دو نوبت به فاصله ۱۵ روز آگهی می شود در صورتی که اشخاص نسبت به صدور سند مالکیت متقاضی اعتراضی داشته باشند می توانند از تاریخ انتشار اولین آگهی به مدت دو ماه اعتراض خود را به این اداره تسلیم و پس از اخذ رسید ظرف مدت یک ماه از تاریخ تسلیم اعتراض دادخواست خود را به مرجع قضایی تقدیم نمایند. بدیهی است در صورت انقضای مدت مذکور و عدم وصول اعتراض طبق مقررات سند مالکیت صادر خواهد شد. [4,683,244,767]
notice-signature: مهدی ناصری - رئیس ثبت اسناد و املاک شهرداد [736,440,884,448]
notice-dates: تاریخ انتشار نوبت اول: ۱۴۰۴/۱۱/۱۰ تاریخ انتشار نوبت دوم: ۱۴۰۴/۱۱/۲۵ [775,946,962,953]
notice-body: برابر رای شماره ۱۴۰۴۶۰۳۱۹۰۰۰۰۰ هیات اول موضوع قانون تعیین تکلیف وضعیت ثبتی اراضی و ساختمانهای فاقد سند رسمی مستقر در واحد ثبتی حوزه ثبت ملک تصرفات مالکانه بلامعارض متقاضی آقای فرزند بشماره شناسنامه صادره از در یک باب خانه به مساحت ۱۲۰ مترمربع پلاک فرعی از اصلی واقع در بخش خریداری از مالک رسمی محرز گردیده است. لذا به منظور اطلاع عموم مراتب در دو نوبت به فاصله ۱۵ روز آگهی می شود در صورتی که اشخاص نسبت به صدور سند مالکیت متقاضی اعتراضی داشته باشند می توانند از تاریخ انتشار اولین آگهی به مدت دو ماه اعتراض خود را به این اداره تسلیم و پس از اخذ رسید ظرف مدت یک ماه از تاریخ تسلیم اعتراض دادخواست خود را به مرجع قضایی تقدیم نمایند. بدیهی است در صورت انقضای مدت مذکور و عدم وصول اعتراض طبق مقررات سند مالکیت صادر خواهد شد. [494,89,730,173]
notice-dates: تاریخ انتشار نوبت اول: ۱۴۰۴/۱۱/۱۰ تاریخ انتشار نوبت دوم: ۱۴۰۴/۱۱/۲۵ [543,946,730,953]
notice-title: آگهی اختصاصی قانون تعیین تکلیف وضعیت ثبتی اراضی و ساختمان های فاقد سند رسمی [495,329,729,346]
legal-notice [250,715,488,839]
notice-dates: تاریخ انتشار نوبت اول: ۱۴۰۴/۱۱/۱۰ تاریخ انتشار نوبت دوم: ۱۴۰۴/۱۱/۲۵ [775,559,962,567]
notice-body: برابر رای شماره ۱۴۰۴۶۰۳۱۹۰۰۰۰۰ هیات اول موضوع قانون تعیین تکلیف وضعیت ثبتی اراضی و ساختمانهای فاقد سند رسمی مستقر در واحد ثبتی حوزه ثبت ملک تصرفات مالکانه بلامعارض متقاضی آقای فرزند بشماره شناسنامه صادره از در یک باب خانه به مساحت ۱۲۰ مترمربع پلاک فرعی از اصلی واقع در بخش خریداری از مالک رسمی محرز گردیده است. لذا به منظور اطلاع عموم مراتب در دو نوبت به فاصله ۱۵ روز آگهی می شود در صورتی که اشخاص نسبت به صدور سند مالکیت متقاضی اعتراضی داشته باشند می توانند از تاریخ انتشار اولین آگهی به مدت دو ماه اعتراض خود را به این اداره تسلیم و پس از اخذ رسید ظرف مدت یک ماه از تاریخ تسلیم اعتراض دادخواست خود را به مرجع قضایی تقدیم نمایند. بدیهی است در صورت انقضای مدت مذکور و عدم وصول اعتراض طبق مقررات سند مالکیت صادر خواهد شد. [4,386,244,470]
notice-body: برابر رای شماره ۱۴۰۴۶۰۳۱۹۰۰۰۰۰ هیات اول موضوع قانون تعیین تکلیف وضعیت ثبتی اراضی و ساختمانهای فاقد سند رسمی مستقر در واحد ثبتی حوزه ثبت ملک تصرفات مالکانه بلامعارض متقاضی آقای فرزند بشماره شناسنامه صادره از در یک باب خانه به مساحت ۱۲۰ مترمربع پلاک فرعی از اصلی واقع در بخش خریداری از مالک رسمی محرز گردیده است. لذا به منظور اطلاع عموم مراتب در دو نوبت به فاصله ۱۵ روز آگهی می شود در صورتی که اشخاص نسبت به صدور سند مالکیت متقاضی اعتراضی داشته باشند می توانند از تاریخ انتشار اولین آگهی به مدت دو ماه اعتراض خود را به این اداره تسلیم و پس از اخذ رسید ظرف مدت یک ماه از تاریخ تسلیم اعتراض دادخواست خود را به مرجع قضایی تقدیم نمایند. بدیهی است در صورت انقضای مدت مذکور و عدم وصول اعتراض طبق مقررات سند مالکیت صادر خواهد شد. [736,218,962,302]
notice-title: آگهی موضوع ماده ۳ قانون و ماده ۱۳ آئین نامه قانون تعیین تکلیف وضعیت ثبتی اراضی و ساختمانهای فاقد سند رسمی [742,72,956,89]
notice-signature: رئیس ثبت اسناد و املاک [494,955,570,963]
notice-title: آگهی موضوع ماده ۳ قانون و ماده ۱۳ آئین نامه قانون تعیین تکلیف وضعیت ثبتی اراضی و ساختمانهای فاقد سند رسمی [742,586,956,604]
notice-body: برابر رای شماره ۱۴۰۴۶۰۳۱۹۰۰۰۰۰ هیات اول موضوع قانون تعیین تکلیف وضعیت ثبتی اراضی و ساختمانهای فاقد سند رسمی مستقر در واحد ثبتی حوزه ثبت ملک تصرفات مالکانه بلامعارض متقاضی آقای فرزند بشماره شناسنامه صادره از در یک باب خانه به مساحت ۱۲۰ مترمربع پلاک فرعی از اصلی واقع در بخش خریداری از مالک رسمی محرز گردیده است. لذا به منظور اطلاع عموم مراتب در دو نوبت به فاصله ۱۵ روز آگهی می شود در صورتی که اشخاص نسبت به صدور سند مالکیت متقاضی اعتراضی داشته باشند می توانند از تاریخ انتشار اولین آگهی به مدت دو ماه اعتراض خود را به این اداره تسلیم و پس از اخذ رسید ظرف مدت یک ماه از تاریخ تسلیم اعتراض دادخواست خود را به مرجع قضایی تقدیم نمایند. بدیهی است در صورت انقضای مدت مذکور و عدم وصول اعتراض طبق مقررات سند مالکیت صادر خواهد شد. [494,861,730,945]
issue-dates [62,16,192,44]
notice-signature: رئیس ثبت اسناد و املاک - عباس ابن احمد [4,564,134,572]
legal-notice [736,715,962,839]
legal-notice [250,587,488,711]
notice-signature: لیلا کاظمی - رئیس اداره ثبت اسناد و املاک رفسنجان [494,569,660,577]
page-number: ۵ [10,12,52,62]
masthead [0,0,966,70]
notice-body: برابر رای شماره ۱۴۰۴۶۰۳۱۹۰۰۰۰۰ هیات اول موضوع قانون تعیین تکلیف وضعیت ثبتی اراضی و ساختمانهای فاقد سند رسمی مستقر در واحد ثبتی حوزه ثبت ملک تصرفات مالکانه بلامعارض متقاضی آقای فرزند بشماره شناسنامه صادره از در یک باب خانه به مساحت ۱۲۰ مترمربع پلاک فرعی از اصلی واقع در بخش خریداری از مالک رسمی محرز گردیده است. لذا به منظور اطلاع عموم مراتب در دو نوبت به فاصله ۱۵ روز آگهی می شود در صورتی که اشخاص نسبت به صدور سند مالکیت متقاضی اعتراضی داشته باشند می توانند از تاریخ انتشار اولین آگهی به مدت دو ماه اعتراض خود را به این اداره تسلیم و پس از اخذ رسید ظرف مدت یک ماه از تاریخ تسلیم اعتراض دادخواست خود را به مرجع قضایی تقدیم نمایند. بدیهی است در صورت انقضای مدت مذکور و عدم وصول اعتراض طبق مقررات سند مالکیت صادر خواهد شد. [494,733,730,816]
box-conclusion: لذا به منظور اطلاع عموم مراتب در دو نوبت به فاصله ۱۵ روز آگهی می شود در صورتی که اشخاص نسبت به صدور سند مالکیت متقاضی اعتراضی داشته باشند می توانند از تاریخ انتشار اولین آگهی به مدت دو ماه اعتراض خود را به این اداره تسلیم و پس از اخذ رسید ظرف مدت یک ماه از تاریخ تسلیم اعتراض دادخواست خود را به مرجع قضایی تقدیم نمایند. بدیهی است در صورت انقضای مدت مذکور و عدم وصول اعتراض طبق مقررات سند مالکیت صادر خواهد شد. [12,1364,480,1416]
legal-notice [736,72,962,196]
notice-body: برابر رای شماره ۱۴۰۴۶۰۳۱۹۰۰۰۰۰ هیات اول موضوع قانون تعیین تکلیف وضعیت ثبتی اراضی و ساختمانهای فاقد سند رسمی مستقر در واحد ثبتی حوزه ثبت ملک تصرفات مالکانه بلامعارض متقاضی آقای فرزند بشماره شناسنامه صادره از در یک باب خانه به مساحت ۱۲۰ مترمربع پلاک فرعی از اصلی واقع در بخش خریداری از مالک رسمی محرز گردیده است. لذا به منظور اطلاع عموم مراتب در دو نوبت به فاصله ۱۵ روز آگهی می شود در صورتی که اشخاص نسبت به صدور سند مالکیت متقاضی اعتراضی داشته باشند می توانند از تاریخ انتشار اولین آگهی به مدت دو ماه اعتراض خود را به این اداره تسلیم و پس از اخذ رسید ظرف مدت یک ماه از تاریخ تسلیم اعتراض دادخواست خود را به مرجع قضایی تقدیم نمایند. بدیهی است در صورت انقضای مدت مذکور و عدم وصول اعتراض طبق مقررات سند مالکیت صادر خواهد شد. [736,89,962,173]
volume-label: سال چهل و یکم [902,26,956,35]
notice-body: برابر رای شماره ۱۴۰۴۶۰۳۱۹۰۰۰۰۰ هیات اول موضوع قانون تعیین تکلیف وضعیت ثبتی اراضی و ساختمانهای فاقد سند رسمی مستقر در واحد ثبتی حوزه ثبت ملک تصرفات مالکانه بلامعارض متقاضی آقای فرزند بشماره شناسنامه صادره از در یک باب خانه به مساحت ۱۲۰ مترمربع پلاک فرعی از اصلی واقع در بخش خریداری از مالک رسمی محرز گردیده است. لذا به منظور اطلاع عموم مراتب در دو نوبت به فاصله ۱۵ روز آگهی می شود در صورتی که اشخاص نسبت به صدور سند مالکیت متقاضی اعتراضی داشته باشند می توانند از تاریخ انتشار اولین آگهی به مدت دو ماه اعتراض خود را به این اداره تسلیم و پس از اخذ رسید ظرف مدت یک ماه از تاریخ تسلیم اعتراض دادخواست خود را به مرجع قضایی تقدیم نمایند. بدیهی است در صورت انقضای مدت مذکور و عدم وصول اعتراض طبق مقررات سند مالکیت صادر خواهد شد. [494,218,730,302]
notice-title: آگهی موضوع ماده ۳ قانون و ماده ۱۳ آئین نامه قانون تعیین تکلیف وضعیت ثبتی اراضی و ساختمانهای فاقد سند رسمی [4,72,244,89]
notice-dates: تاریخ انتشار نوبت اول: ۱۴۰۴/۱۱/۱۰ تاریخ انتشار نوبت دوم: ۱۴۰۴/۱۱/۲۵ [543,817,730,825]
column-rule [733,72,734,1438]
column-rule [247,72,248,1112]
notice-title: آگهی موضوع ماده ۳ قانون و ماده ۱۳ آئین نامه قانون تعیین تکلیف وضعیت ثبتی اراضی و ساختمانهای فاقد سند رسمی [262,586,476,604]
box-item-2: ۲- برابر رای شماره ۱۴۰۴۶۰۳۱۹۰۰۰۰۰۲۱۸۸ هیات اول موضوع قانون تعیین تکلیف وضعیت ثبتی اراضی و ساختمانهای فاقد سند رسمی مستقر در واحد ثبتی حوزه ثبت ملک ارزوئیه تصرفات مالکانه بلامعارض متقاضی آقای مهرداد بختیاری زاده فرزند علی بشماره شناسنامه ۲۱۲۰ صادره از کرمان در قطعه زمین مزروعی به مساحت ۸۱۶۵۰ مترمربع پلاک ۲۵ فرعی از ۴ اصلی مفروز و مجزی شده از پلاک ۲ فرعی از ۴ اصلی قطعه یک واقع در بخش ۴۱ کرمان از مالکیت نعمت الله خادمی محرز گردیده است. [12,1244,480,1309]
notice-dates: تاریخ انتشار نوبت اول: ۱۴۰۴/۱۱/۱۰ تاریخ انتشار نوبت دوم: ۱۴۰۴/۱۱/۲۵ [543,173,730,181]
legal-notice [736,201,962,325]
